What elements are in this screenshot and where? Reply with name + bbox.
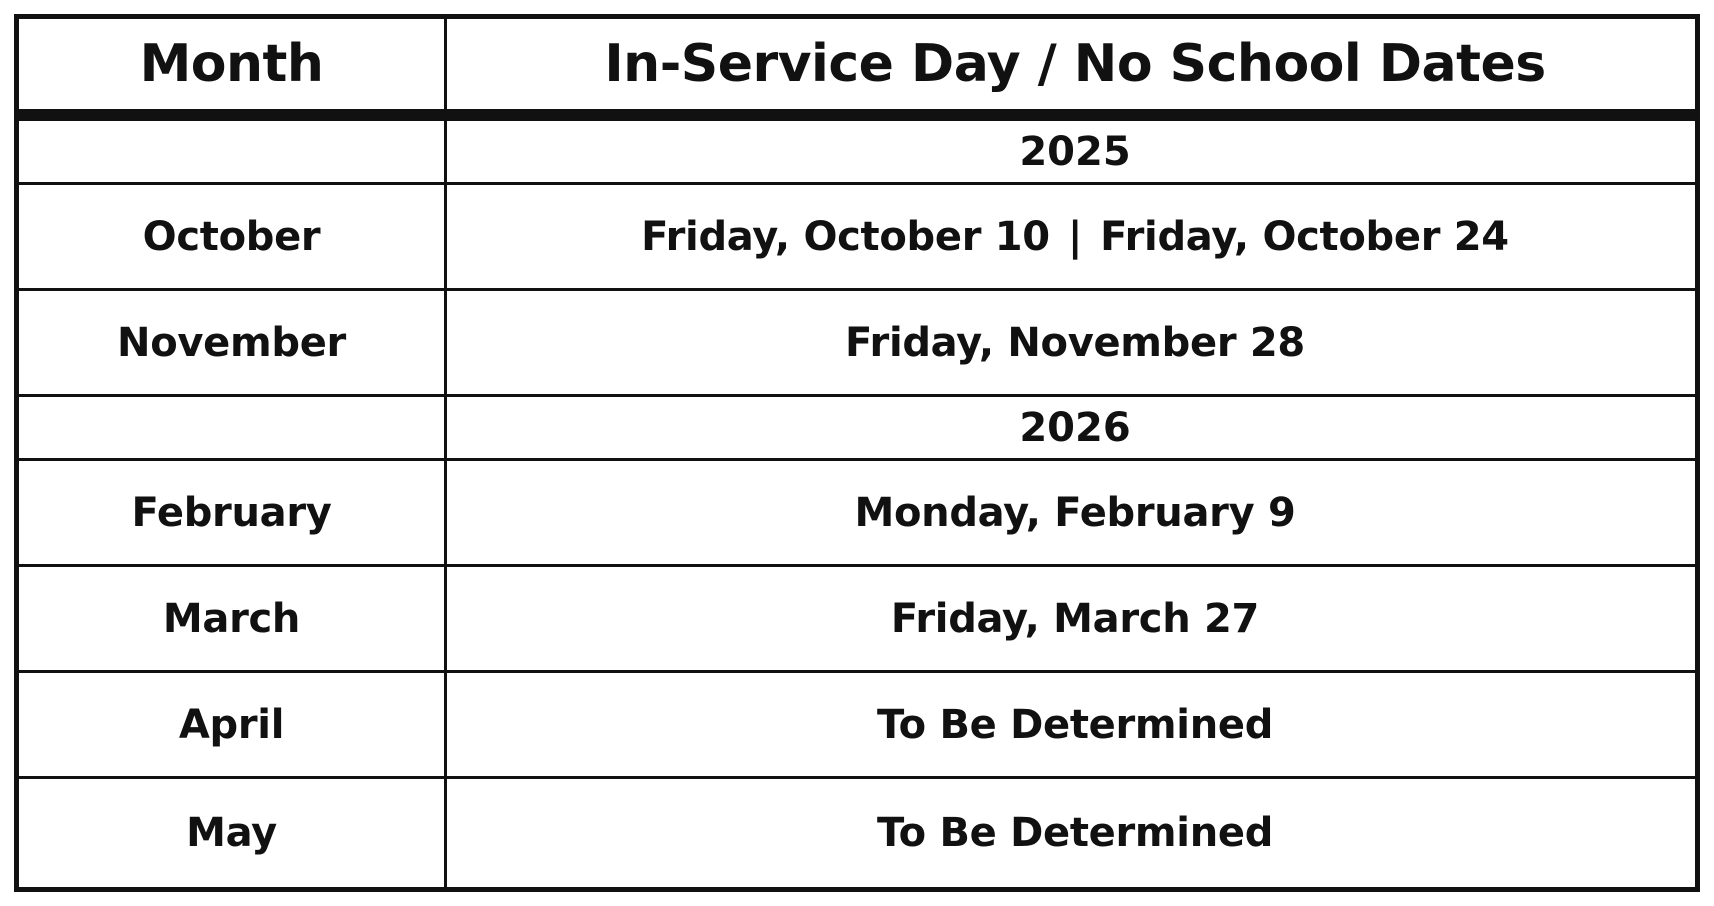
year-label: 2026 (1019, 404, 1131, 451)
table-row-april (19, 673, 1695, 779)
table-row-october (19, 185, 1695, 291)
date-text: Friday, October 24 (1100, 213, 1509, 260)
header-dates: In-Service Day / No School Dates (604, 34, 1546, 94)
year-label: 2025 (1019, 128, 1131, 175)
year-row-2026 (19, 397, 1695, 461)
dates-cell: Monday, February 9 (854, 489, 1296, 536)
schedule-table (14, 14, 1700, 892)
year-row-2025 (19, 121, 1695, 185)
month-cell: May (19, 779, 447, 887)
month-cell: April (19, 673, 447, 776)
month-cell: February (19, 461, 447, 564)
year-row-month-cell (19, 397, 447, 458)
table-row-march (19, 567, 1695, 673)
dates-cell: Friday, March 27 (890, 595, 1260, 642)
dates-cell: Friday, November 28 (845, 319, 1305, 366)
date-separator: | (1067, 213, 1083, 260)
month-cell: November (19, 291, 447, 394)
dates-cell: To Be Determined (876, 810, 1274, 856)
month-cell: March (19, 567, 447, 670)
year-row-month-cell (19, 121, 447, 182)
dates-cell (447, 185, 1695, 288)
date-text: Friday, October 10 (641, 213, 1050, 260)
table-row-november (19, 291, 1695, 397)
month-cell: October (19, 185, 447, 288)
table-row-may (19, 779, 1695, 887)
table-row-february (19, 461, 1695, 567)
table-header-row (19, 19, 1695, 121)
header-month: Month (19, 19, 447, 109)
dates-cell: To Be Determined (876, 701, 1274, 748)
